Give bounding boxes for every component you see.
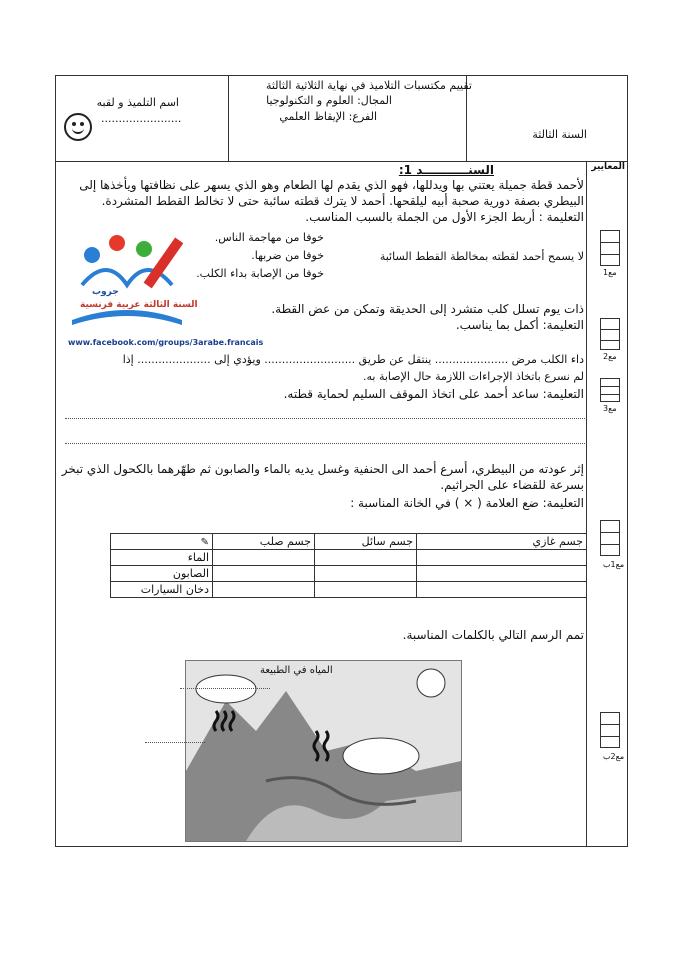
table-cell[interactable] — [417, 582, 587, 598]
criteria-3-label: مع3 — [603, 404, 617, 413]
smiley-face-icon — [64, 113, 92, 141]
row-label: دخان السيارات — [111, 582, 213, 598]
row-label: الصابون — [111, 566, 213, 582]
match-left: لا يسمح أحمد لقطته بمخالطة القطط السائبة — [379, 250, 584, 263]
table-cell[interactable] — [315, 566, 417, 582]
diagram-blank-1[interactable] — [180, 688, 270, 689]
table-cell[interactable] — [417, 550, 587, 566]
criteria-4-label: مع1ب — [603, 560, 625, 569]
instruction-2: التعليمة: أكمل بما يناسب. — [455, 318, 584, 332]
criteria-1-label: مع1 — [603, 268, 617, 277]
table-cell[interactable] — [213, 550, 315, 566]
diagram-title: المياه في الطبيعة — [260, 665, 333, 676]
pen-icon: ✎ — [200, 537, 209, 548]
criteria-label: المعايير — [591, 162, 625, 172]
text1-line2: البيطري بصفة دورية صحبة أبيه ليلقحها. أحمد لا يترك قطته سائبة حتى لا تخالط القطط المتشردة. — [101, 194, 584, 208]
text2: ذات يوم تسلل كلب متشرد إلى الحديقة وتمكن من عض القطة. — [271, 302, 584, 316]
instruction-3: التعليمة: ساعد أحمد على اتخاذ الموقف السليم لحماية قطته. — [283, 387, 584, 401]
logo-top: جروب — [92, 287, 119, 297]
group-logo — [62, 225, 192, 340]
criteria-2-label: مع2 — [603, 352, 617, 361]
text3-line1: إثر عودته من البيطري، أسرع أحمد الى الحنفية وغسل يديه بالماء والصابون ثم طهّرهما بالكحول الذي تبخر — [61, 462, 584, 476]
match-option-3: خوفا من الإصابة بداء الكلب. — [196, 267, 324, 280]
fill-line-2: لم نسرع باتخاذ الإجراءات اللازمة حال الإصابة به. — [363, 370, 584, 383]
answer-line-2[interactable] — [65, 443, 585, 444]
criteria-box-3[interactable] — [600, 378, 620, 402]
match-option-2: خوفا من ضربها. — [251, 249, 324, 262]
diagram-blank-2[interactable] — [145, 742, 205, 743]
title-line3: الفرع: الإيقاظ العلمي — [279, 110, 377, 123]
sanad-title: السنـــــــــــد 1: — [398, 163, 494, 177]
criteria-box-1[interactable] — [600, 230, 620, 266]
instruction-5: تمم الرسم التالي بالكلمات المناسبة. — [402, 628, 584, 642]
instruction-4: التعليمة: ضع العلامة ( × ) في الخانة المناسبة : — [350, 496, 584, 510]
text1-line1: لأحمد قطة جميلة يعتني بها ويدللها، فهو الذي يقدم لها الطعام وهو الذي يسهر على نظافتها ويأخذها إلى — [79, 178, 584, 192]
fill-line[interactable]: داء الكلب مرض ..................... ينتقل عن طريق .......................... ويؤدي إلى ..................... إذا — [122, 353, 584, 366]
table-cell[interactable] — [315, 550, 417, 566]
criteria-box-2[interactable] — [600, 318, 620, 350]
table-cell[interactable] — [417, 566, 587, 582]
criteria-5-label: مع2ب — [603, 752, 625, 761]
header-solid: جسم صلب — [213, 534, 315, 550]
instruction-1: التعليمة : أربط الجزء الأول من الجملة بالسبب المناسب. — [305, 210, 584, 224]
states-table — [110, 533, 587, 598]
logo-middle: السنة الثالثة عربية فرنسية — [80, 300, 198, 310]
header-gas: جسم غازي — [417, 534, 587, 550]
table-cell[interactable] — [213, 566, 315, 582]
title-line2: المجال: العلوم و التكنولوجيا — [266, 94, 392, 107]
table-cell[interactable] — [213, 582, 315, 598]
row-label: الماء — [111, 550, 213, 566]
grade-label: السنة الثالثة — [532, 128, 587, 141]
student-name-label: اسم التلميذ و لقبه — [96, 96, 179, 109]
header-liquid: جسم سائل — [315, 534, 417, 550]
table-cell[interactable] — [315, 582, 417, 598]
criteria-box-5[interactable] — [600, 712, 620, 748]
header-col-empty — [111, 534, 213, 550]
student-name-dots: ....................... — [101, 112, 182, 125]
logo-url[interactable]: www.facebook.com/groups/3arabe.francais — [68, 338, 264, 347]
match-option-1: خوفا من مهاجمة الناس. — [214, 231, 324, 244]
answer-line-1[interactable] — [65, 418, 585, 419]
title-line1: تقييم مكتسبات التلاميذ في نهاية الثلاثية الثالثة — [265, 79, 472, 92]
criteria-box-4[interactable] — [600, 520, 620, 556]
text3-line2: بسرعة للقضاء على الجراثيم. — [440, 478, 584, 492]
